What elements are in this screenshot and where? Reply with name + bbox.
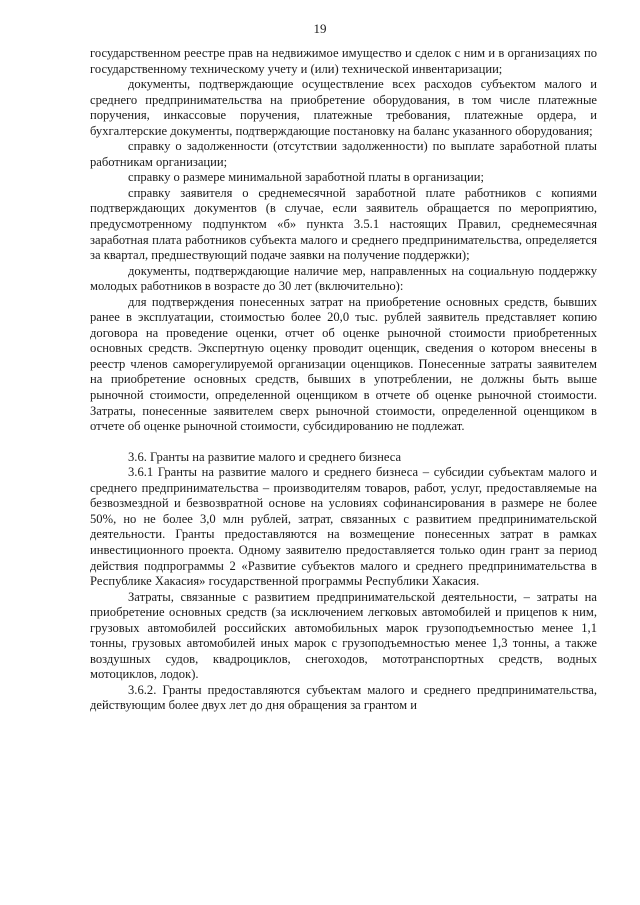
section-heading-3-6: 3.6. Гранты на развитие малого и среднего бизнеса (128, 449, 402, 464)
paragraph-business-development-costs: Затраты, связанные с развитием предпринимательской деятельности, – затраты на приобретение основных средств (за исключением легковых автомобилей и прицепов к ним, грузовых автомобилей российских автомобильных марок грузоподъемностью менее 1,1 тонны, грузовых автомобилей иных марок с грузоподъемностью менее 1,3 тонны, а также воздушных судов, квадроциклов, снегоходов, мототранспортных средств, водных мотоциклов, лодок). (90, 589, 597, 682)
page-number: 19 (313, 21, 327, 36)
page-content (90, 46, 597, 714)
paragraph-registry-continuation: государственном реестре прав на недвижимое имущество и сделок с ним и в организациях по государственному техническому учету и (или) технической инвентаризации; (90, 46, 597, 76)
paragraph-young-workers-support: документы, подтверждающие наличие мер, направленных на социальную поддержку молодых работников в возрасте до 30 лет (включительно): (90, 263, 597, 294)
paragraph-3-6-1: 3.6.1 Гранты на развитие малого и среднего бизнеса – субсидии субъектам малого и среднего предпринимательства – производителям товаров, работ, услуг, предоставляемые на безвозмездной и безвозвратной основе на условиях софинансирования в размере не более 50%, но не более 3,0 млн рублей, затрат, связанных с развитием предпринимательской деятельности. Гранты предоставляются на возмещение понесенных затрат в рамках инвестиционного проекта. Одному заявителю предоставляется только один грант за период действия подпрограммы 2 «Развитие субъектов малого и среднего предпринимательства в Республике Хакасия» государственной программы Республики Хакасия. (90, 465, 597, 589)
paragraph-equipment-expense-documents: документы, подтверждающие осуществление всех расходов субъектом малого и среднего предпринимательства на приобретение оборудования, в том числе платежные поручения, инкассовые поручения, платежные требования, платежные ордера, и бухгалтерские документы, подтверждающие постановку на баланс указанного оборудования; (90, 77, 597, 138)
paragraph-wage-debt-certificate: справку о задолженности (отсутствии задолженности) по выплате заработной платы работникам организации; (90, 139, 597, 169)
paragraph-average-wage-certificate: справку заявителя о среднемесячной заработной плате работников с копиями подтверждающих документов (в случае, если заявитель обращается по мероприятию, предусмотренному подпунктом «б» пункта 3.5.1 настоящих Правил, среднемесячная заработная плата работников субъекта малого и среднего предпринимательства, определяется за квартал, предшествующий подаче заявки на получение поддержки); (90, 185, 597, 263)
paragraph-used-assets-valuation: для подтверждения понесенных затрат на приобретение основных средств, бывших ранее в эксплуатации, стоимостью более 20,0 тыс. рублей заявитель представляет копию договора на проведение оценки, отчет об оценке рыночной стоимости приобретенных основных средств. Экспертную оценку проводит оценщик, сведения о котором внесены в реестр членов саморегулируемой организации оценщиков. Понесенные затраты заявителем на приобретение основных средств, бывших в употреблении, не должны быть выше рыночной стоимости, определенной оценщиком в отчете об оценке рыночной стоимости. Затраты, понесенные заявителем сверх рыночной стоимости, определенной оценщиком в отчете об оценке рыночной стоимости, субсидированию не подлежат. (90, 294, 597, 434)
paragraph-3-6-2: 3.6.2. Гранты предоставляются субъектам малого и среднего предпринимательства, действующим более двух лет до дня обращения за грантом и (90, 682, 597, 713)
paragraph-minimum-wage-certificate: справку о размере минимальной заработной платы в организации; (128, 170, 485, 185)
